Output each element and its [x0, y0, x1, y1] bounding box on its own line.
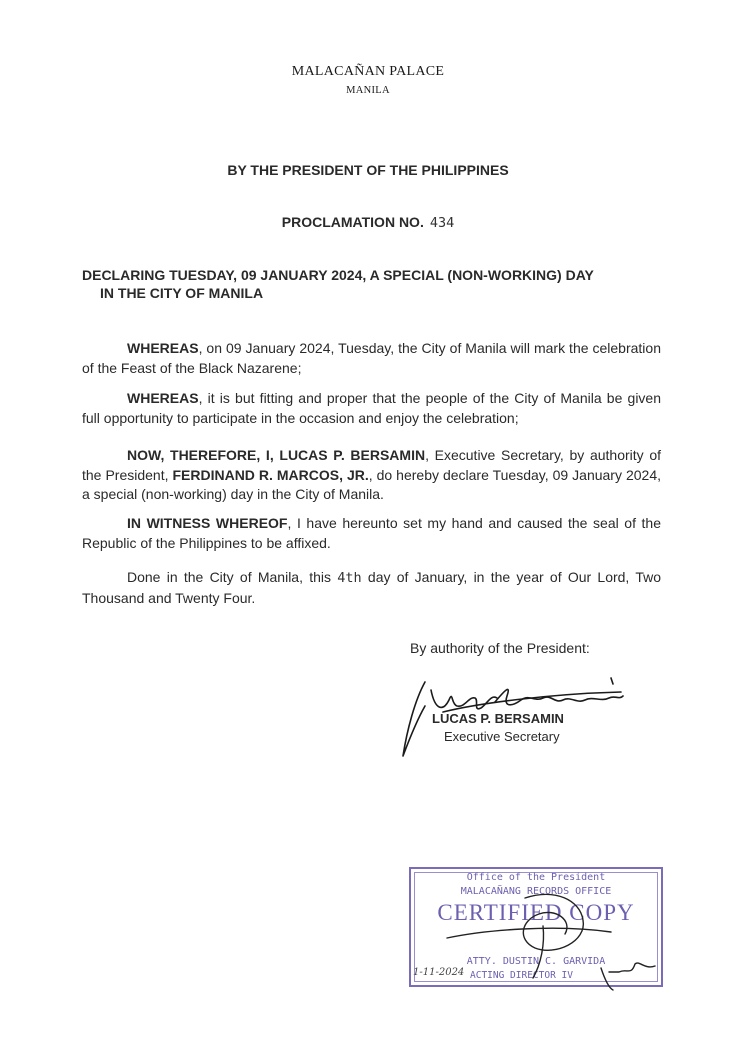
- proclamation-label: PROCLAMATION NO.: [281, 214, 424, 230]
- president-name: FERDINAND R. MARCOS, JR.: [172, 466, 369, 483]
- done-paragraph: [82, 568, 661, 608]
- authority-line: By authority of the President:: [410, 640, 590, 656]
- paragraph-text: , on 09 January 2024, Tuesday, the City of Manila will mark the celebration of the Feast of the Black Nazarene;: [82, 340, 661, 376]
- stamp-officer-role: ACTING DIRECTOR IV: [470, 970, 573, 981]
- paragraph-text: , it is but fitting and proper that the people of the City of Manila be given full opportunity to participate in the occasion and enjoy the celebration;: [82, 390, 661, 426]
- whereas-lead: WHEREAS: [127, 390, 199, 406]
- witness-paragraph: [82, 514, 661, 553]
- signatory-name: LUCAS P. BERSAMIN: [432, 711, 564, 726]
- stamp-records-line: MALACAÑANG RECORDS OFFICE: [460, 886, 612, 897]
- stamp-office-line: Office of the President: [466, 872, 606, 883]
- stamp-handwritten-date: 1-11-2024: [413, 967, 465, 978]
- proclamation-title: [82, 266, 672, 302]
- witness-lead: IN WITNESS WHEREOF: [127, 515, 288, 531]
- paragraph-text: day of January, in the year of Our Lord, Two Thousand and Twenty Four.: [82, 569, 661, 606]
- city-heading: MANILA: [346, 85, 390, 96]
- paragraph-text: Done in the City of Manila, this: [127, 569, 338, 585]
- issuer-heading: BY THE PRESIDENT OF THE PHILIPPINES: [227, 162, 509, 178]
- whereas-paragraph-1: [82, 339, 661, 378]
- whereas-lead: WHEREAS: [127, 340, 199, 356]
- paragraph-text: , Executive Secretary, by authority of the President,: [82, 447, 662, 483]
- declaration-lead: NOW, THEREFORE, I, LUCAS P. BERSAMIN: [127, 447, 426, 463]
- declaration-paragraph: [82, 446, 661, 505]
- title-line-1: DECLARING TUESDAY, 09 JANUARY 2024, A SPECIAL (NON-WORKING) DAY: [82, 267, 594, 283]
- paragraph-text: , do hereby declare Tuesday, 09 January 2024, a special (non-working) day in the City of Manila.: [82, 466, 661, 502]
- proclamation-heading: [0, 214, 736, 231]
- title-line-2: IN THE CITY OF MANILA: [100, 285, 264, 301]
- stamp-initial-scribble: [405, 860, 675, 1000]
- stamp-officer-name: ATTY. DUSTIN C. GARVIDA: [466, 956, 606, 967]
- paragraph-text: , I have hereunto set my hand and caused the seal of the Republic of the Philippines to be affixed.: [82, 515, 661, 551]
- stamp-certified-text: CERTIFIED COPY: [437, 900, 635, 925]
- signatory-role: Executive Secretary: [444, 729, 560, 744]
- palace-heading: MALACAÑAN PALACE: [291, 64, 445, 79]
- whereas-paragraph-2: [82, 389, 661, 428]
- proclamation-number: 434: [429, 215, 455, 231]
- day-value: 4th: [337, 570, 362, 586]
